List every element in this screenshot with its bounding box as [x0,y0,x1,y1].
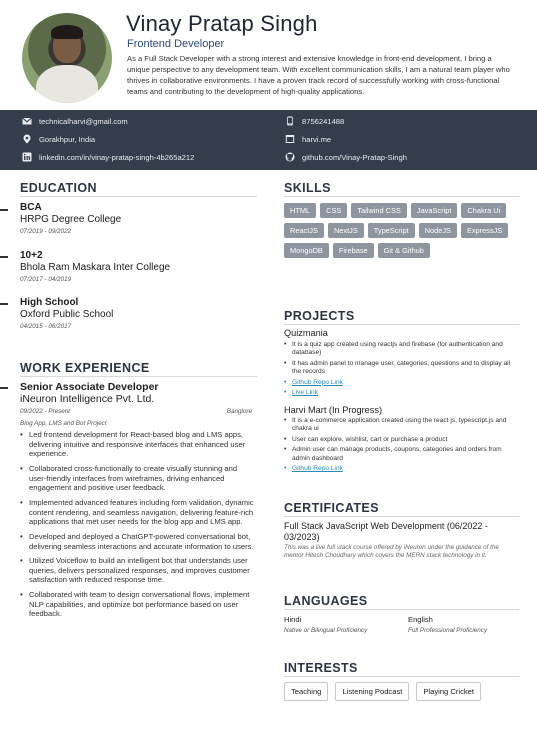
linkedin-text: linkedin.com/in/vinay-pratap-singh-4b265a212 [39,152,195,162]
project-bullets [284,341,519,400]
language-level: Native or Bilingual Proficiency [284,627,368,634]
resume-header [0,0,537,108]
certificates-heading: CERTIFICATES [284,501,379,515]
project-name: Harvi Mart (In Progress) [284,405,383,415]
education-item [20,297,113,330]
education-school: Oxford Public School [20,309,114,320]
contact-bar [0,110,537,170]
education-degree: High School [20,297,79,308]
projects-divider [284,324,519,325]
language-item [284,615,367,634]
job-bullet: • Collaborated cross-functionally to create visually stunning and user-friendly interfaces from wireframes, driving enhanced engagement and positive user feedback. [20,464,255,493]
job-bullet: • Implemented advanced features including form validation, dynamic content rendering, and seamless navigation, delivering feature-rich applications that met user needs for the blog app and LMS app. [20,498,255,527]
contact-location [22,134,95,144]
photo-hair [51,25,83,39]
skill-chip: ReactJS [284,223,324,238]
contact-website[interactable] [285,134,331,144]
linkedin-icon [22,152,32,162]
education-degree: BCA [20,202,42,213]
phone-icon [285,116,295,126]
skill-chip: Chakra Ui [461,203,506,218]
skill-chip: NodeJS [419,223,457,238]
skills-list [284,203,519,258]
contact-email[interactable] [22,116,128,126]
contact-phone[interactable] [285,116,344,126]
project-bullet: • It has admin panel to manage user, categories, questions and to display all the records [284,360,519,377]
project-name: Quizmania [284,328,328,338]
location-icon [22,134,32,144]
certificates-divider [284,516,519,517]
phone-text: 8756241488 [302,116,345,126]
education-date: 07/2017 - 04/2019 [20,276,72,283]
link-icon [285,134,295,144]
email-text: technicalharvi@gmail.com [39,116,128,126]
interest-tag: Playing Cricket [416,682,481,701]
skill-chip: ExpressJS [461,223,508,238]
project-bullet: • It is a quiz app created using reactjs and firebase (for authentication and database) [284,341,519,358]
job-location: Banglore [226,408,252,415]
project-live-link[interactable]: • Live Link [284,389,519,397]
profile-photo [22,13,112,103]
skill-chip: TypeScript [368,223,415,238]
education-school: Bhola Ram Maskara Inter College [20,262,171,273]
location-text: Gorakhpur, India [39,134,96,144]
interest-tag: Listening Podcast [335,682,409,701]
job-dates: 09/2022 - Present [20,408,71,415]
project-bullet: • It is a e-commerce application created using the react js, typescript.js and chakra ui [284,417,519,434]
candidate-name: Vinay Pratap Singh [126,11,318,36]
skill-chip: JavaScript [411,203,458,218]
skills-heading: SKILLS [284,181,331,195]
interests-divider [284,676,519,677]
education-heading: EDUCATION [20,181,97,195]
interests-list [284,682,481,701]
job-meta [20,408,252,415]
projects-heading: PROJECTS [284,309,355,323]
job-marker [0,387,8,389]
job-bullets [20,430,255,624]
skill-chip: Tailwind CSS [351,203,407,218]
skill-chip: Firebase [333,243,374,258]
job-bullet: • Developed and deployed a ChatGPT-powered conversational bot, delivering seamless interactions and accurate information to users. [20,532,255,551]
work-experience-heading: WORK EXPERIENCE [20,361,150,375]
education-degree: 10+2 [20,250,43,261]
job-bullet: • Collaborated with team to design conversational flows, implement NLP capabilities, and optimize bot performance based on user feedback. [20,590,255,619]
education-marker [0,209,8,211]
education-marker [0,256,8,258]
project-bullet: • Admin user can manage products, coupons, categories and orders from admin dashboard [284,446,519,463]
languages-divider [284,609,519,610]
email-icon [22,116,32,126]
education-item [20,250,170,283]
job-title: Senior Associate Developer [20,381,159,393]
photo-shirt [36,65,98,103]
profile-summary: As a Full Stack Developer with a strong interest and extensive knowledge in front-end development, I bring a unique perspective to any development team. With excellent communication skills, I am a natural team player who thrives in collaborative environments. I have a proven track record of successfully working with cross-functional teams and contributing to the development of high-quality applications. [127,54,510,96]
skill-chip: HTML [284,203,316,218]
skill-chip: MongoDB [284,243,329,258]
language-item [408,615,487,634]
github-icon [285,152,295,162]
certificate-description: This was a live full stack course offered by iNeuron under the guidance of the mentor Hitesh Choudhary which covers the MERN stack technology in it. [284,544,499,560]
contact-github[interactable] [285,152,407,162]
project-repo-link[interactable]: • Github Repo Link [284,379,519,387]
skill-chip: NextJS [328,223,364,238]
language-name: Hindi [284,615,302,624]
interest-tag: Teaching [284,682,328,701]
project-bullet: • User can explore, wishlist, cart or purchase a product [284,436,519,444]
education-item [20,202,121,235]
job-bullet: • Led frontend development for React-based blog and LMS apps, delivering intuitive and responsive interfaces that enhanced user experience. [20,430,255,459]
education-date: 07/2019 - 09/2022 [20,228,72,235]
job-company: iNeuron Intelligence Pvt. Ltd. [20,393,155,405]
education-school: HRPG Degree College [20,214,122,225]
project-repo-link[interactable]: • Github Repo Link [284,465,519,473]
education-divider [20,196,257,197]
work-experience-divider [20,376,257,377]
skill-chip: CSS [320,203,347,218]
certificate-name: Full Stack JavaScript Web Development (06/2022 - 03/2023) [284,521,488,542]
interests-heading: INTERESTS [284,661,358,675]
education-marker [0,303,8,305]
job-bullet: • Utilized Voiceflow to build an intelligent bot that understands user queries, delivers personalized responses, and improves customer satisfaction with reduced response time. [20,556,255,585]
education-date: 04/2015 - 06/2017 [20,323,72,330]
website-text: harvi.me [302,134,332,144]
language-level: Full Professional Proficiency [408,627,488,634]
job-project: Blog App, LMS and Bot Project [20,420,107,427]
language-name: English [408,615,433,624]
contact-linkedin[interactable] [22,152,194,162]
skills-divider [284,196,519,197]
project-bullets [284,417,519,476]
languages-heading: LANGUAGES [284,594,368,608]
skill-chip: Git & Github [378,243,430,258]
github-text: github.com/Vinay-Pratap-Singh [302,152,407,162]
candidate-role: Frontend Developer [127,38,225,50]
